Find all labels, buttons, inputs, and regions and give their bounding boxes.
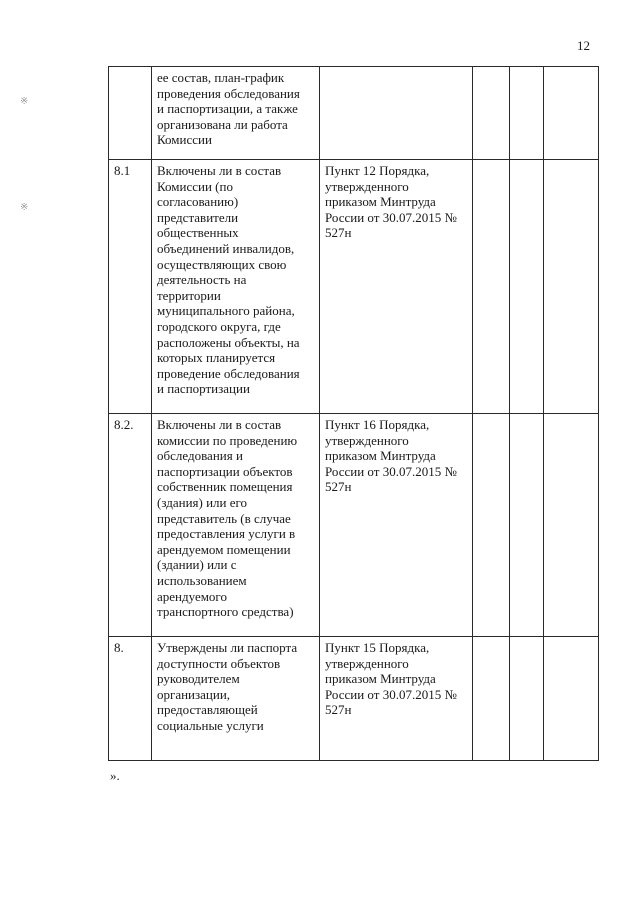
legal-basis-cell: Пункт 16 Порядка, утвержденного приказом Минтруда России от 30.07.2015 № 527н xyxy=(320,414,473,637)
table-row xyxy=(109,414,599,637)
question-cell: Утверждены ли паспорта доступности объектов руководителем организации, предоставляющей социальные услуги xyxy=(152,637,320,761)
scan-speck: ※ xyxy=(20,96,29,107)
answer-yes-cell xyxy=(473,67,510,160)
legal-basis-cell xyxy=(320,67,473,160)
table-row xyxy=(109,637,599,761)
row-number xyxy=(109,67,152,160)
legal-basis-cell: Пункт 12 Порядка, утвержденного приказом Минтруда России от 30.07.2015 № 527н xyxy=(320,160,473,414)
answer-yes-cell xyxy=(473,414,510,637)
page-number: 12 xyxy=(577,38,590,53)
notes-cell xyxy=(544,414,599,637)
answer-yes-cell xyxy=(473,160,510,414)
notes-cell xyxy=(544,67,599,160)
question-cell: Включены ли в состав Комиссии (по согласованию) представители общественных объединений инвалидов, осуществляющих свою деятельность на территории муниципального района, городского округа, где расположены объекты, на которых планируется проведение обследования и паспортизации xyxy=(152,160,320,414)
row-number: 8.2. xyxy=(109,414,152,637)
row-number: 8. xyxy=(109,637,152,761)
answer-no-cell xyxy=(510,637,544,761)
answer-no-cell xyxy=(510,67,544,160)
row-number: 8.1 xyxy=(109,160,152,414)
answer-no-cell xyxy=(510,414,544,637)
scan-speck: ※ xyxy=(20,202,29,213)
answer-yes-cell xyxy=(473,637,510,761)
closing-quote-mark: ». xyxy=(110,768,120,783)
notes-cell xyxy=(544,637,599,761)
question-cell: ее состав, план-график проведения обследования и паспортизации, а также организована ли работа Комиссии xyxy=(152,67,320,160)
checklist-table xyxy=(108,66,599,761)
legal-basis-cell: Пункт 15 Порядка, утвержденного приказом Минтруда России от 30.07.2015 № 527н xyxy=(320,637,473,761)
notes-cell xyxy=(544,160,599,414)
table-row xyxy=(109,160,599,414)
question-cell: Включены ли в состав комиссии по проведению обследования и паспортизации объектов собственник помещения (здания) или его представитель (в случае предоставления услуги в арендуемом помещении (здании) или с использованием арендуемого транспортного средства) xyxy=(152,414,320,637)
table-row xyxy=(109,67,599,160)
answer-no-cell xyxy=(510,160,544,414)
